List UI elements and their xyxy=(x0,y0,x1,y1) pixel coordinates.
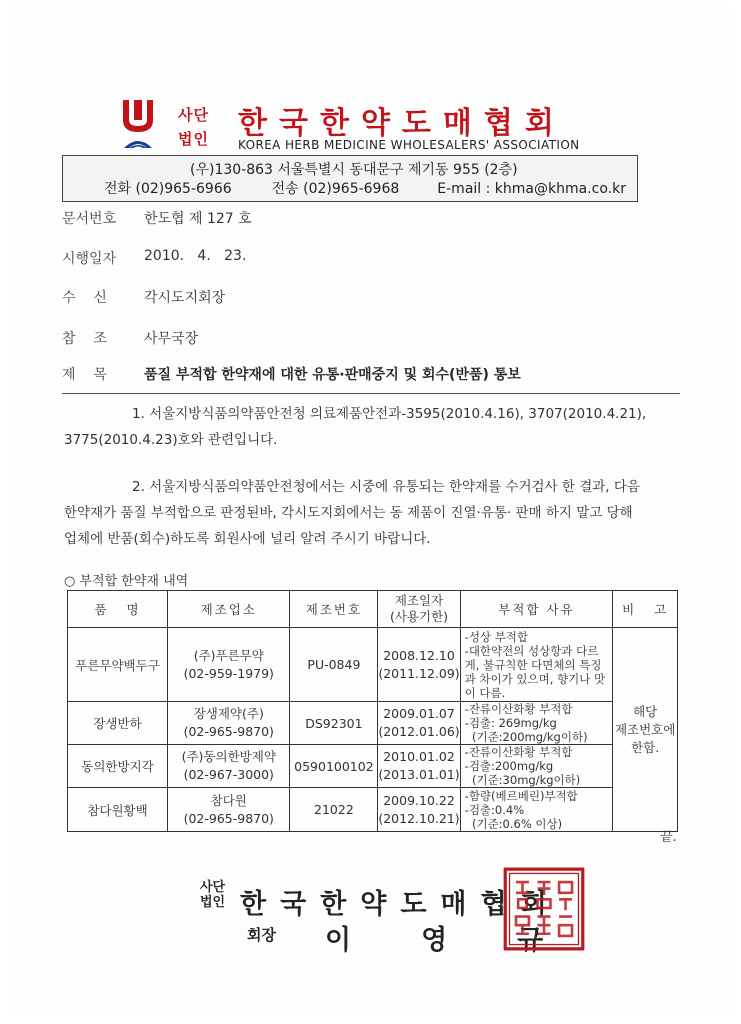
table-header-row xyxy=(68,591,678,628)
cell-product: 장생반하 xyxy=(68,702,168,745)
cell-note: 해당 제조번호에 한함. xyxy=(613,628,678,832)
fax-number: 전송 (02)965-6968 xyxy=(271,181,400,197)
official-seal-stamp-icon xyxy=(503,867,585,951)
email-address: E-mail : khma@khma.co.kr xyxy=(437,181,626,197)
paragraph-2-line-2: 한약재가 품질 부적합으로 판정된바, 각시도지회에서는 동 제품이 진열·유통· 판매 하지 말고 당해 xyxy=(64,505,633,521)
cell-lot: PU-0849 xyxy=(290,628,378,702)
contact-line xyxy=(104,178,626,198)
cell-maker: (주)푸른무약 (02-959-1979) xyxy=(168,628,290,702)
cell-lot: 21022 xyxy=(290,788,378,832)
recipient: 각시도지회장 xyxy=(144,290,226,306)
cell-lot: DS92301 xyxy=(290,702,378,745)
cell-maker: 참다원 (02-965-9870) xyxy=(168,788,290,832)
subject: 품질 부적합 한약재에 대한 유통·판매중지 및 회수(반품) 통보 xyxy=(144,367,521,383)
cell-reason: -잔류이산화황 부적합 -검출: 269mg/kg (기준:200mg/kg이하) xyxy=(460,702,613,745)
organization-name-english: KOREA HERB MEDICINE WHOLESALERS' ASSOCIATION xyxy=(238,138,580,152)
paragraph-1-line-1: 1. 서울지방식품의약품안전청 의료제품안전과-3595(2010.4.16), 3707(2010.4.21), xyxy=(132,406,647,422)
cell-date: 2008.12.10 (2011.12.09) xyxy=(378,628,460,702)
doc-number-label: 문서번호 xyxy=(62,211,117,227)
signature-name: 이영규 xyxy=(325,925,614,956)
cell-date: 2009.01.07 (2012.01.06) xyxy=(378,702,460,745)
cell-reason: -성상 부적합 -대한약전의 성상항과 다르 게, 불규칙한 다면체의 특징 과 차이가 있으며, 향기나 맛 이 다름. xyxy=(460,628,613,702)
table-row xyxy=(68,628,678,702)
phone-number: 전화 (02)965-6966 xyxy=(104,181,232,197)
table-row xyxy=(68,788,678,832)
paragraph-2-line-1: 2. 서울지방식품의약품안전청에서는 시중에 유통되는 한약재를 수거검사 한 결과, 다음 xyxy=(132,479,640,495)
signature-title: 회장 xyxy=(247,926,276,944)
issue-date: 2010. 4. 23. xyxy=(144,248,247,264)
cell-product: 푸른무약백두구 xyxy=(68,628,168,702)
reference: 사무국장 xyxy=(144,331,199,347)
cell-maker: (주)동의한방제약 (02-967-3000) xyxy=(168,745,290,788)
cell-reason: -잔류이산화황 부적합 -검출:200mg/kg (기준:30mg/kg이하) xyxy=(460,745,613,788)
cell-product: 동의한방지각 xyxy=(68,745,168,788)
header-note: 비 고 xyxy=(613,591,678,628)
subject-label: 제 목 xyxy=(62,367,107,383)
signature-organization: 한국한약도매협회 xyxy=(240,889,561,920)
signature-corporation-label: 사단 법인 xyxy=(200,880,226,910)
date-label: 시행일자 xyxy=(62,251,117,267)
cell-maker: 장생제약(주) (02-965-9870) xyxy=(168,702,290,745)
header-reason: 부적합 사유 xyxy=(460,591,613,628)
cell-lot: 0590100102 xyxy=(290,745,378,788)
reference-label: 참 조 xyxy=(62,331,107,347)
header-date-line1: 제조일자 xyxy=(394,593,444,608)
postal-address: (우)130-863 서울특별시 동대문구 제기동 955 (2층) xyxy=(190,162,518,178)
nonconforming-herbs-table xyxy=(67,590,678,832)
cell-reason: -함량(베르베린)부적합 -검출:0.4% (기준:0.6% 이상) xyxy=(460,788,613,832)
paragraph-1-line-2: 3775(2010.4.23)호와 관련입니다. xyxy=(64,432,278,448)
association-logo-icon xyxy=(120,98,156,150)
doc-number: 한도협 제 127 호 xyxy=(144,211,252,227)
table-title: ○ 부적합 한약재 내역 xyxy=(64,574,189,589)
header-date-line2: (사용기한) xyxy=(389,609,449,624)
cell-date: 2010.01.02 (2013.01.01) xyxy=(378,745,460,788)
header-maker: 제조업소 xyxy=(168,591,290,628)
corporation-label-bottom: 법인 xyxy=(178,130,209,148)
paragraph-2-line-3: 업체에 반품(회수)하도록 회원사에 널리 알려 주시기 바랍니다. xyxy=(64,531,431,547)
cell-product: 참다원황백 xyxy=(68,788,168,832)
cell-date: 2009.10.22 (2012.10.21) xyxy=(378,788,460,832)
corporation-label-top: 사단 xyxy=(178,106,209,124)
organization-name-korean: 한국한약도매협회 xyxy=(238,106,566,141)
table-row xyxy=(68,745,678,788)
header-lot: 제조번호 xyxy=(290,591,378,628)
header-product: 품 명 xyxy=(68,591,168,628)
header-date xyxy=(378,591,460,628)
subject-divider xyxy=(62,393,680,394)
end-mark: 끝. xyxy=(660,830,677,845)
table-row xyxy=(68,702,678,745)
recipient-label: 수 신 xyxy=(62,290,107,306)
